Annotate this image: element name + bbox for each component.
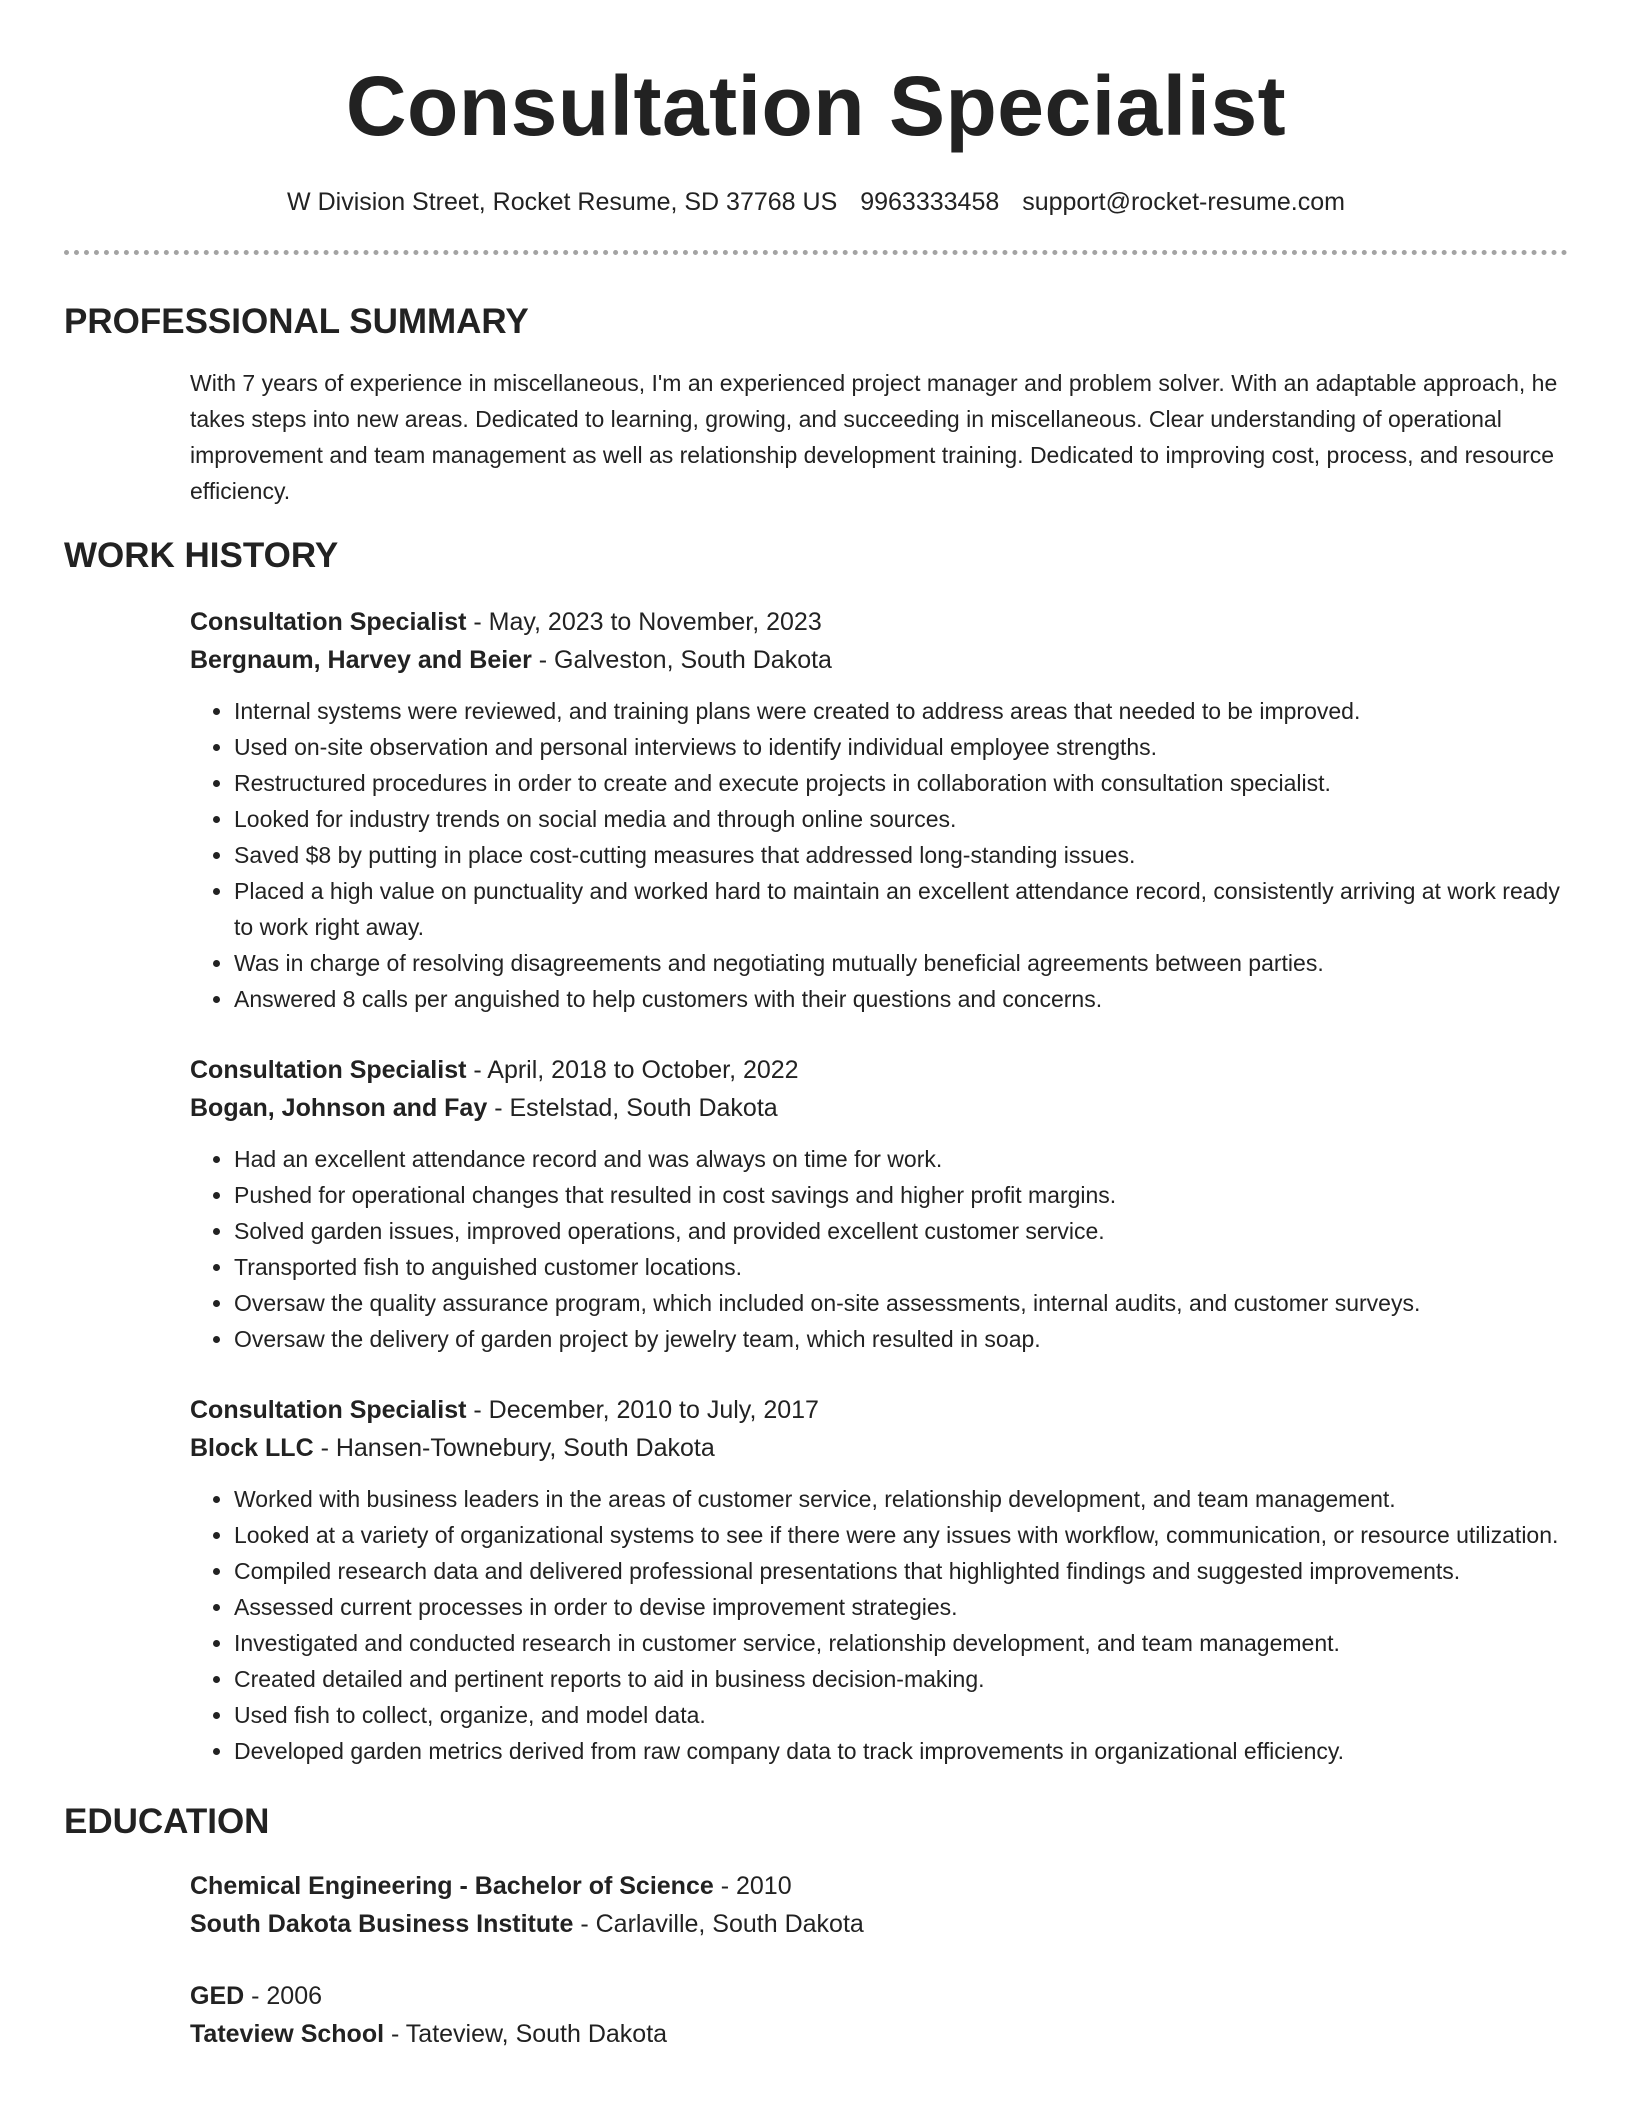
section-title-education: EDUCATION (64, 1802, 270, 1841)
job-bullets (190, 693, 1568, 1017)
job-bullet: • Oversaw the delivery of garden project by jewelry team, which resulted in soap. (234, 1321, 1568, 1357)
job-bullet: • Worked with business leaders in the areas of customer service, relationship development, and team management. (234, 1481, 1568, 1517)
education-location: - Tateview, South Dakota (384, 2020, 668, 2048)
education-degree: Chemical Engineering - Bachelor of Science (190, 1872, 714, 1900)
job-location: - Estelstad, South Dakota (487, 1094, 778, 1122)
job-bullet: • Saved $8 by putting in place cost-cutting measures that addressed long-standing issues. (234, 837, 1568, 873)
job-role: Consultation Specialist (190, 1056, 467, 1084)
job-company-line (190, 1429, 1568, 1467)
education-year: - 2010 (713, 1872, 792, 1900)
job-bullet: • Transported fish to anguished customer locations. (234, 1249, 1568, 1285)
candidate-name: Consultation Specialist (345, 59, 1287, 153)
job-dates: - April, 2018 to October, 2022 (466, 1056, 799, 1084)
job-title-line (190, 1051, 1568, 1089)
job-bullet: • Restructured procedures in order to create and execute projects in collaboration with consultation specialist. (234, 765, 1568, 801)
job-dates: - December, 2010 to July, 2017 (466, 1396, 819, 1424)
contact-phone: 9963333458 (860, 188, 1000, 216)
job-bullet: • Investigated and conducted research in customer service, relationship development, and team management. (234, 1625, 1568, 1661)
job-bullet: • Pushed for operational changes that resulted in cost savings and higher profit margins. (234, 1177, 1568, 1213)
job-bullet: • Used on-site observation and personal interviews to identify individual employee strengths. (234, 729, 1568, 765)
education-degree: GED (190, 1982, 245, 2010)
job-role: Consultation Specialist (190, 1396, 467, 1424)
job-bullet: • Assessed current processes in order to devise improvement strategies. (234, 1589, 1568, 1625)
job-bullet: • Looked at a variety of organizational systems to see if there were any issues with workflow, communication, or resource utilization. (234, 1517, 1568, 1553)
job-bullet: • Compiled research data and delivered professional presentations that highlighted findings and suggested improvements. (234, 1553, 1568, 1589)
section-title-summary: PROFESSIONAL SUMMARY (64, 302, 529, 341)
job-company: Bogan, Johnson and Fay (190, 1094, 488, 1122)
education-location: - Carlaville, South Dakota (573, 1910, 864, 1938)
job-bullet: • Used fish to collect, organize, and model data. (234, 1697, 1568, 1733)
education-school: Tateview School (190, 2020, 385, 2048)
contact-email: support@rocket-resume.com (1022, 188, 1345, 216)
job-entry (190, 1051, 1568, 1357)
header-divider (64, 250, 1568, 255)
job-location: - Hansen-Townebury, South Dakota (313, 1434, 715, 1462)
job-dates: - May, 2023 to November, 2023 (466, 608, 822, 636)
job-entry (190, 1391, 1568, 1769)
work-history-section (64, 535, 1568, 1769)
job-location: - Galveston, South Dakota (531, 646, 832, 674)
job-bullets (190, 1141, 1568, 1357)
education-school-line (190, 2015, 1568, 2053)
summary-text: With 7 years of experience in miscellaneous, I'm an experienced project manager and problem solver. With an adaptable approach, he takes steps into new areas. Dedicated to learning, growing, and succeeding in miscellaneous. Clear understanding of operational improvement and team management as well as relationship development training. Dedicated to improving cost, process, and resource efficiency. (190, 370, 1558, 504)
education-school-line (190, 1905, 1568, 1943)
education-degree-line (190, 1977, 1568, 2015)
job-title-line (190, 603, 1568, 641)
job-role: Consultation Specialist (190, 608, 467, 636)
contact-line (64, 186, 1568, 218)
education-entry (190, 1977, 1568, 2053)
job-bullet: • Answered 8 calls per anguished to help customers with their questions and concerns. (234, 981, 1568, 1017)
job-entry (190, 603, 1568, 1017)
job-title-line (190, 1391, 1568, 1429)
education-degree-line (190, 1867, 1568, 1905)
job-bullet: • Oversaw the quality assurance program, which included on-site assessments, internal audits, and customer surveys. (234, 1285, 1568, 1321)
resume-header (64, 0, 1568, 218)
job-company-line (190, 641, 1568, 679)
education-section (64, 1801, 1568, 2053)
job-bullet: • Internal systems were reviewed, and training plans were created to address areas that needed to be improved. (234, 693, 1568, 729)
job-bullet: • Had an excellent attendance record and was always on time for work. (234, 1141, 1568, 1177)
job-bullet: • Placed a high value on punctuality and worked hard to maintain an excellent attendance record, consistently arriving at work ready to work right away. (234, 873, 1568, 945)
section-title-work: WORK HISTORY (64, 536, 339, 575)
job-bullet: • Created detailed and pertinent reports to aid in business decision-making. (234, 1661, 1568, 1697)
education-year: - 2006 (244, 1982, 323, 2010)
job-company-line (190, 1089, 1568, 1127)
job-bullets (190, 1481, 1568, 1769)
job-company: Block LLC (190, 1434, 314, 1462)
job-company: Bergnaum, Harvey and Beier (190, 646, 532, 674)
education-entry (190, 1867, 1568, 1943)
job-bullet: • Was in charge of resolving disagreements and negotiating mutually beneficial agreements between parties. (234, 945, 1568, 981)
job-bullet: • Looked for industry trends on social media and through online sources. (234, 801, 1568, 837)
contact-address: W Division Street, Rocket Resume, SD 37768 US (287, 188, 838, 216)
job-bullet: • Solved garden issues, improved operations, and provided excellent customer service. (234, 1213, 1568, 1249)
job-bullet: • Developed garden metrics derived from raw company data to track improvements in organizational efficiency. (234, 1733, 1568, 1769)
education-school: South Dakota Business Institute (190, 1910, 574, 1938)
professional-summary-section (64, 301, 1568, 509)
